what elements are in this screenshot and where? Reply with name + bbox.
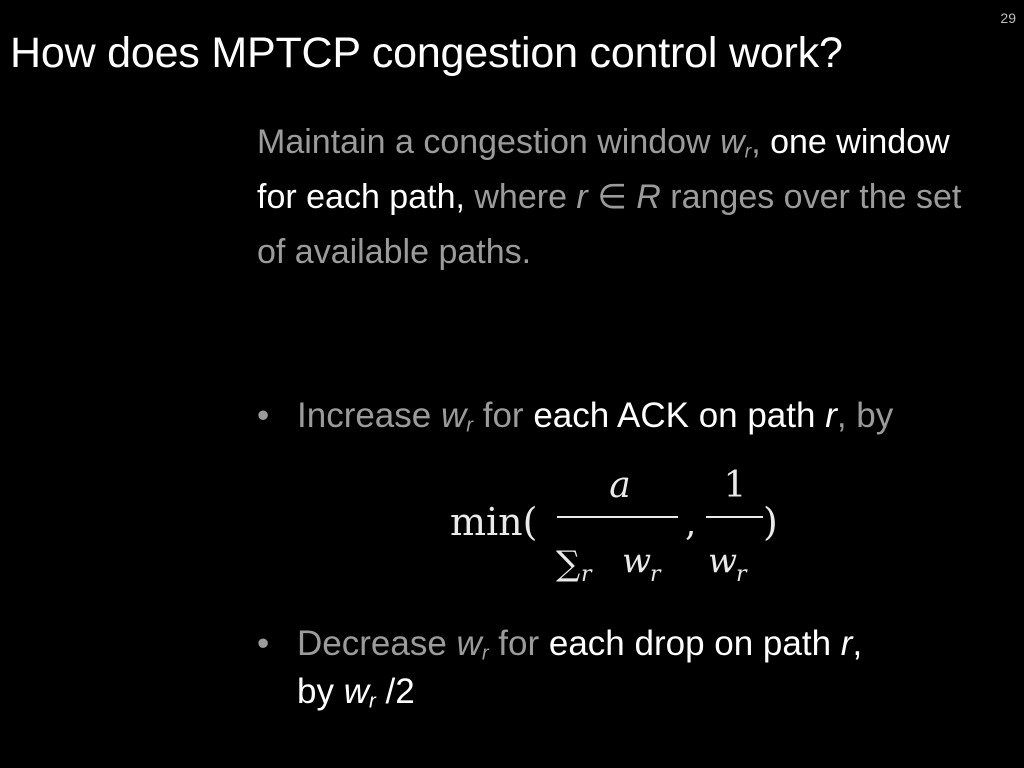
intro-paragraph [257,115,992,280]
intro-text-6: ranges over the set of available paths. [257,178,962,272]
bullet-decrease-line2-lead: by [297,671,344,711]
intro-var-r: r [576,178,588,217]
bullet-increase-mid: for [473,396,534,435]
bullet-decrease-text [297,620,997,716]
slide-title: How does MPTCP congestion control work? [10,29,843,77]
intro-var-r-subscript: r [744,140,752,163]
formula-denominator2-w: w [708,541,738,581]
formula-close-paren: ) [763,500,778,544]
formula-svg [450,457,810,587]
bullet-decrease [257,620,997,716]
intro-highlight: one window for each path, [257,123,950,217]
formula-min: min( [450,500,538,544]
bullet-decrease-mid: for [488,624,549,663]
bullet-decrease-var-r-subscript: r [481,642,489,665]
formula-denominator2-w-subscript: r [736,562,747,587]
bullet-decrease-line2-tail: /2 [375,671,415,711]
bullet-increase-lead: Increase [297,396,441,435]
formula-sum-subscript: r [581,562,592,587]
intro-text-4: where [464,178,577,217]
bullet-decrease-highlight: each drop on path [548,624,841,663]
bullet-increase-var-r: r [825,396,837,435]
bullet-decrease-var-w: w [456,624,482,663]
bullet-decrease-line2-w: w [343,671,369,711]
formula-numerator-1: 1 [723,465,747,506]
bullet-increase [257,392,997,440]
formula-numerator-a: a [609,465,631,506]
intro-var-R: R [636,178,661,217]
bullet-increase-var-w: w [440,396,467,435]
bullet-decrease-tail: , [852,624,863,663]
formula-denominator-w-subscript: r [650,562,661,587]
intro-element-of: ∈ [587,178,637,217]
intro-text-1: Maintain a congestion window [257,123,721,161]
bullet-increase-var-r-subscript: r [466,414,474,437]
slide-number: 29 [1000,10,1016,26]
bullet-dot: • [257,396,270,435]
bullet-dot: • [257,624,270,663]
formula-comma: , [685,503,697,544]
bullet-decrease-var-r: r [840,624,853,663]
bullet-decrease-lead: Decrease [297,624,457,663]
formula-sum-sign: ∑ [556,544,581,584]
bullet-decrease-line2-r-subscript: r [368,690,376,713]
bullet-increase-text [297,392,997,440]
intro-var-w: w [720,123,745,161]
formula-denominator-w: w [622,541,652,581]
bullet-increase-highlight: each ACK on path [533,396,826,435]
intro-text-2: , [751,123,771,161]
increase-formula [450,457,810,587]
bullet-increase-tail: , by [836,396,894,435]
